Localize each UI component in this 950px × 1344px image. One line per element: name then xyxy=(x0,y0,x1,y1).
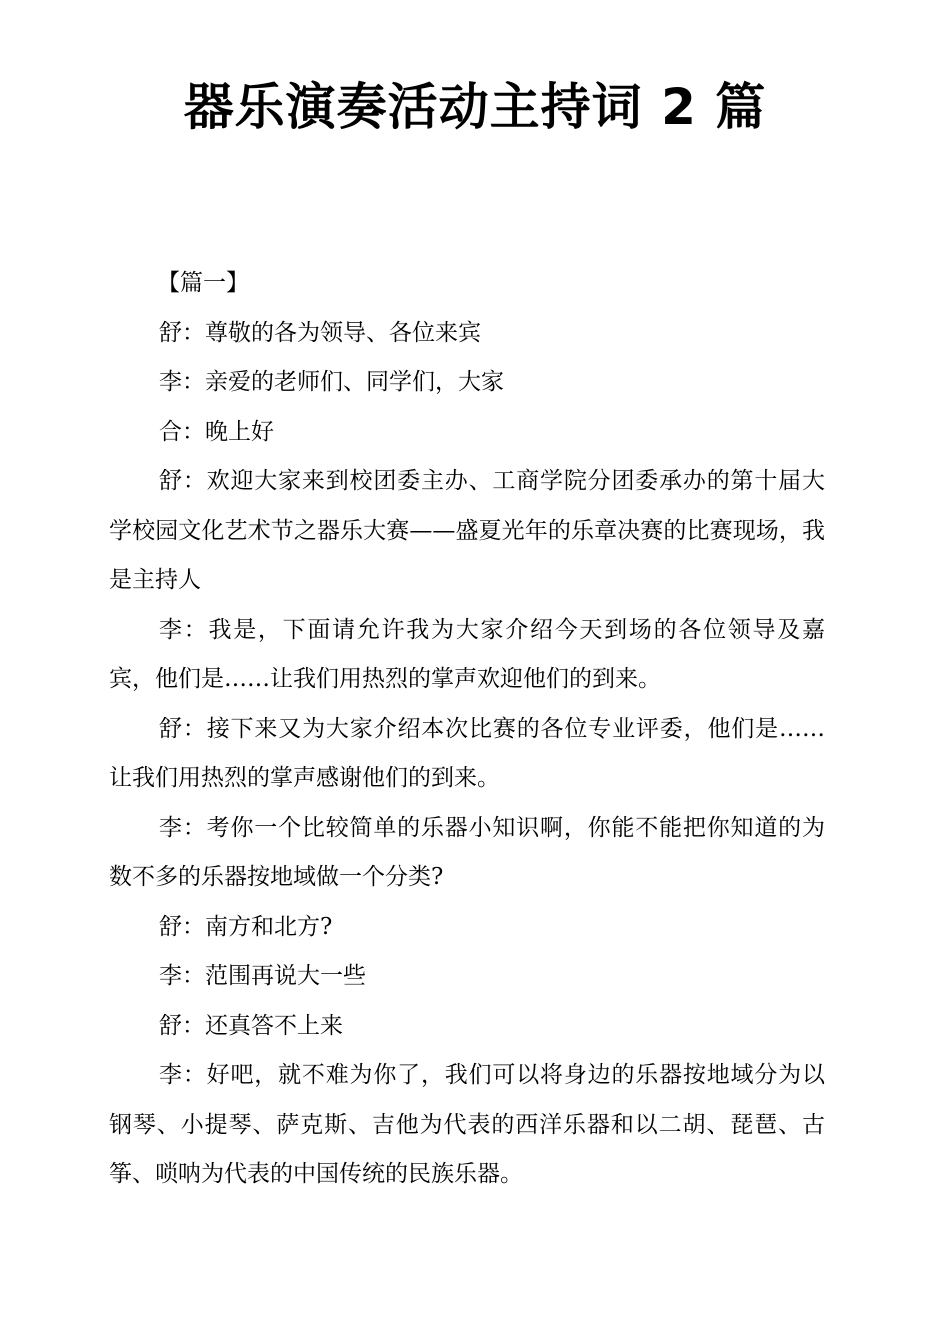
paragraph-8: 舒：南方和北方? xyxy=(159,913,333,940)
document-title: 器乐演奏活动主持词 2 篇 xyxy=(183,78,767,136)
paragraph-3: 合：晚上好 xyxy=(159,418,274,445)
paragraph-11: 李：好吧，就不难为你了，我们可以将身边的乐器按地域分为以钢琴、小提琴、萨克斯、吉他为代表的西洋乐器和以二胡、琵琶、古筝、唢呐为代表的中国传统的民族乐器。 xyxy=(109,1062,825,1187)
paragraph-5: 李：我是，下面请允许我为大家介绍今天到场的各位领导及嘉宾，他们是……让我们用热烈的掌声欢迎他们的到来。 xyxy=(109,616,825,692)
paragraph-2: 李：亲爱的老师们、同学们，大家 xyxy=(159,369,504,395)
paragraph-9: 李：范围再说大一些 xyxy=(159,963,366,989)
paragraph-4: 舒：欢迎大家来到校团委主办、工商学院分团委承办的第十届大学校园文化艺术节之器乐大赛——盛夏光年的乐章决赛的比赛现场，我是主持人 xyxy=(109,468,825,593)
paragraph-1: 舒：尊敬的各为领导、各位来宾 xyxy=(159,319,481,346)
paragraph-6: 舒：接下来又为大家介绍本次比赛的各位专业评委，他们是……让我们用热烈的掌声感谢他们的到来。 xyxy=(109,715,825,791)
paragraph-7: 李：考你一个比较简单的乐器小知识啊，你能不能把你知道的为数不多的乐器按地域做一个分类? xyxy=(109,814,825,890)
document-body xyxy=(109,259,825,1200)
section-heading: 【篇一】 xyxy=(157,270,249,296)
paragraph-10: 舒：还真答不上来 xyxy=(159,1012,343,1039)
